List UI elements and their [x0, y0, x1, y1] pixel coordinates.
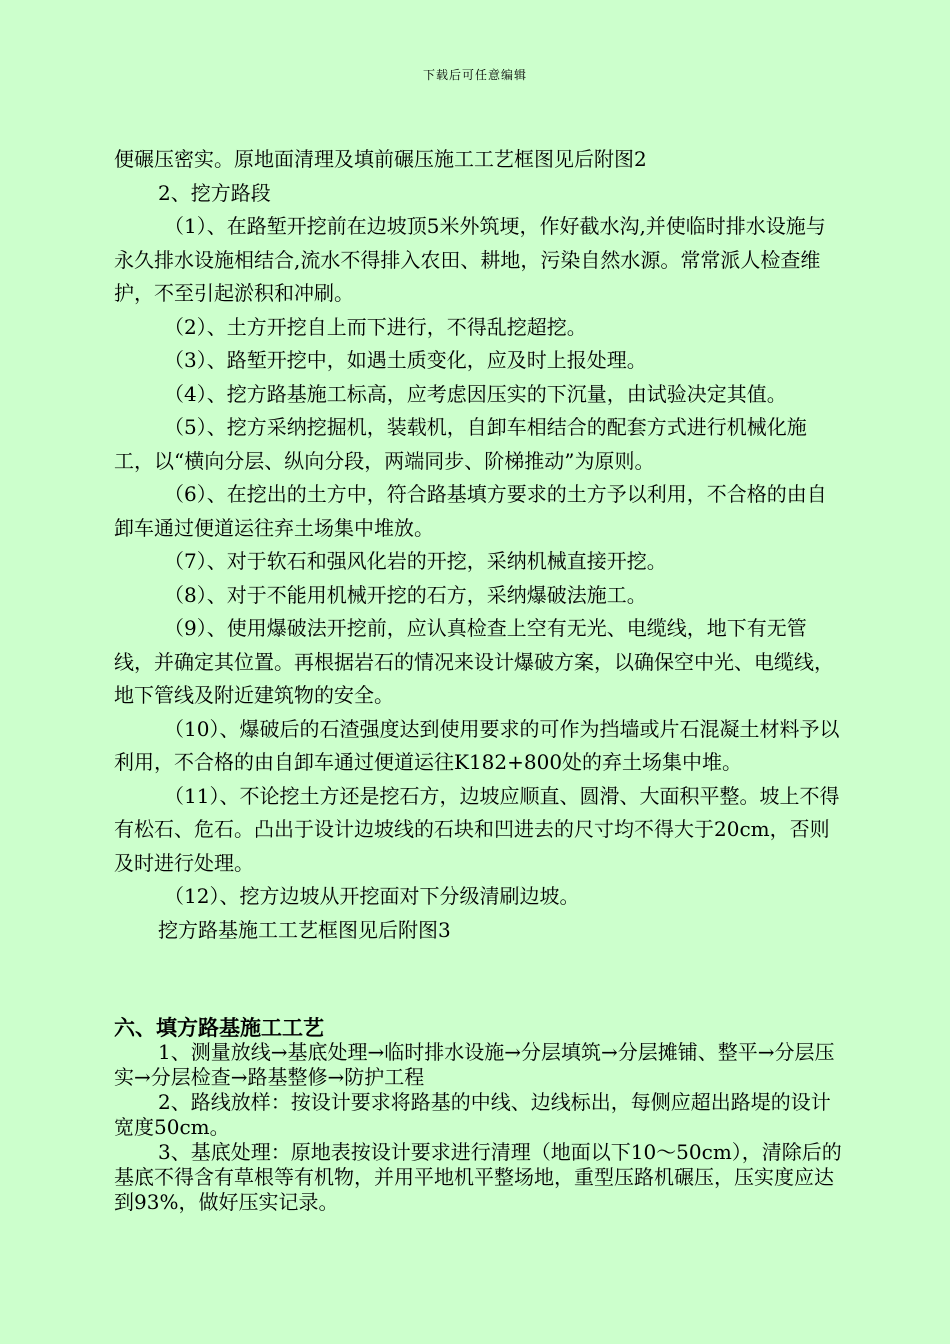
paragraph: （11）、不论挖土方还是挖石方，边坡应顺直、圆滑、大面积平整。坡上不得有松石、危石。凸出于设计边坡线的石块和凹进去的尺寸均不得大于20cm，否则及时进行处理。	[114, 783, 840, 875]
paragraph: （7）、对于软石和强风化岩的开挖，采纳机械直接开挖。	[164, 549, 667, 573]
section-excavation	[114, 143, 844, 947]
paragraph: （3）、路堑开挖中，如遇土质变化，应及时上报处理。	[164, 348, 647, 372]
paragraph: （4）、挖方路基施工标高，应考虑因压实的下沉量，由试验决定其值。	[164, 381, 787, 406]
paragraph: 1、测量放线→基底处理→临时排水设施→分层填筑→分层摊铺、整平→分层压实→分层检查→路基整修→防护工程	[114, 1040, 835, 1089]
subsection-title: 2、挖方路段	[158, 180, 271, 205]
paragraph: （2）、土方开挖自上而下进行，不得乱挖超挖。	[164, 314, 587, 339]
section-fill	[114, 1015, 844, 1215]
paragraph: 3、基底处理：原地表按设计要求进行清理（地面以下10～50cm），清除后的基底不得含有草根等有机物，并用平地机平整场地，重型压路机碾压，压实度应达到93%，做好压实记录。	[114, 1140, 842, 1214]
paragraph: （12）、挖方边坡从开挖面对下分级清刷边坡。	[164, 884, 580, 908]
paragraph: （10）、爆破后的石渣强度达到使用要求的可作为挡墙或片石混凝土材料予以利用，不合格的由自卸车通过便道运往K182+800处的弃土场集中堆。	[114, 716, 840, 774]
paragraph: （9）、使用爆破法开挖前，应认真检查上空有无光、电缆线，地下有无管线，并确定其位置。再根据岩石的情况来设计爆破方案，以确保空中光、电缆线，地下管线及附近建筑物的安全。	[114, 616, 834, 707]
paragraph: 2、路线放样：按设计要求将路基的中线、边线标出，每侧应超出路堤的设计宽度50cm。	[114, 1090, 831, 1139]
paragraph: （6）、在挖出的土方中，符合路基填方要求的土方予以利用，不合格的由自卸车通过便道运往弃土场集中堆放。	[114, 482, 827, 540]
paragraph: 便碾压密实。原地面清理及填前碾压施工工艺框图见后附图2	[114, 147, 647, 171]
section-heading: 六、填方路基施工工艺	[114, 1015, 324, 1040]
page-header: 下载后可任意编辑	[422, 68, 527, 82]
paragraph: （1）、在路堑开挖前在边坡顶5米外筑埂，作好截水沟,并使临时排水设施与永久排水设施相结合,流水不得排入农田、耕地，污染自然水源。常常派人检查维护，不至引起淤积和冲刷。	[114, 214, 826, 305]
paragraph: （8）、对于不能用机械开挖的石方，采纳爆破法施工。	[164, 582, 647, 607]
paragraph: 挖方路基施工工艺框图见后附图3	[158, 917, 451, 942]
paragraph: （5）、挖方采纳挖掘机，装载机，自卸车相结合的配套方式进行机械化施工，以“横向分层、纵向分段，两端同步、阶梯推动”为原则。	[114, 415, 807, 473]
